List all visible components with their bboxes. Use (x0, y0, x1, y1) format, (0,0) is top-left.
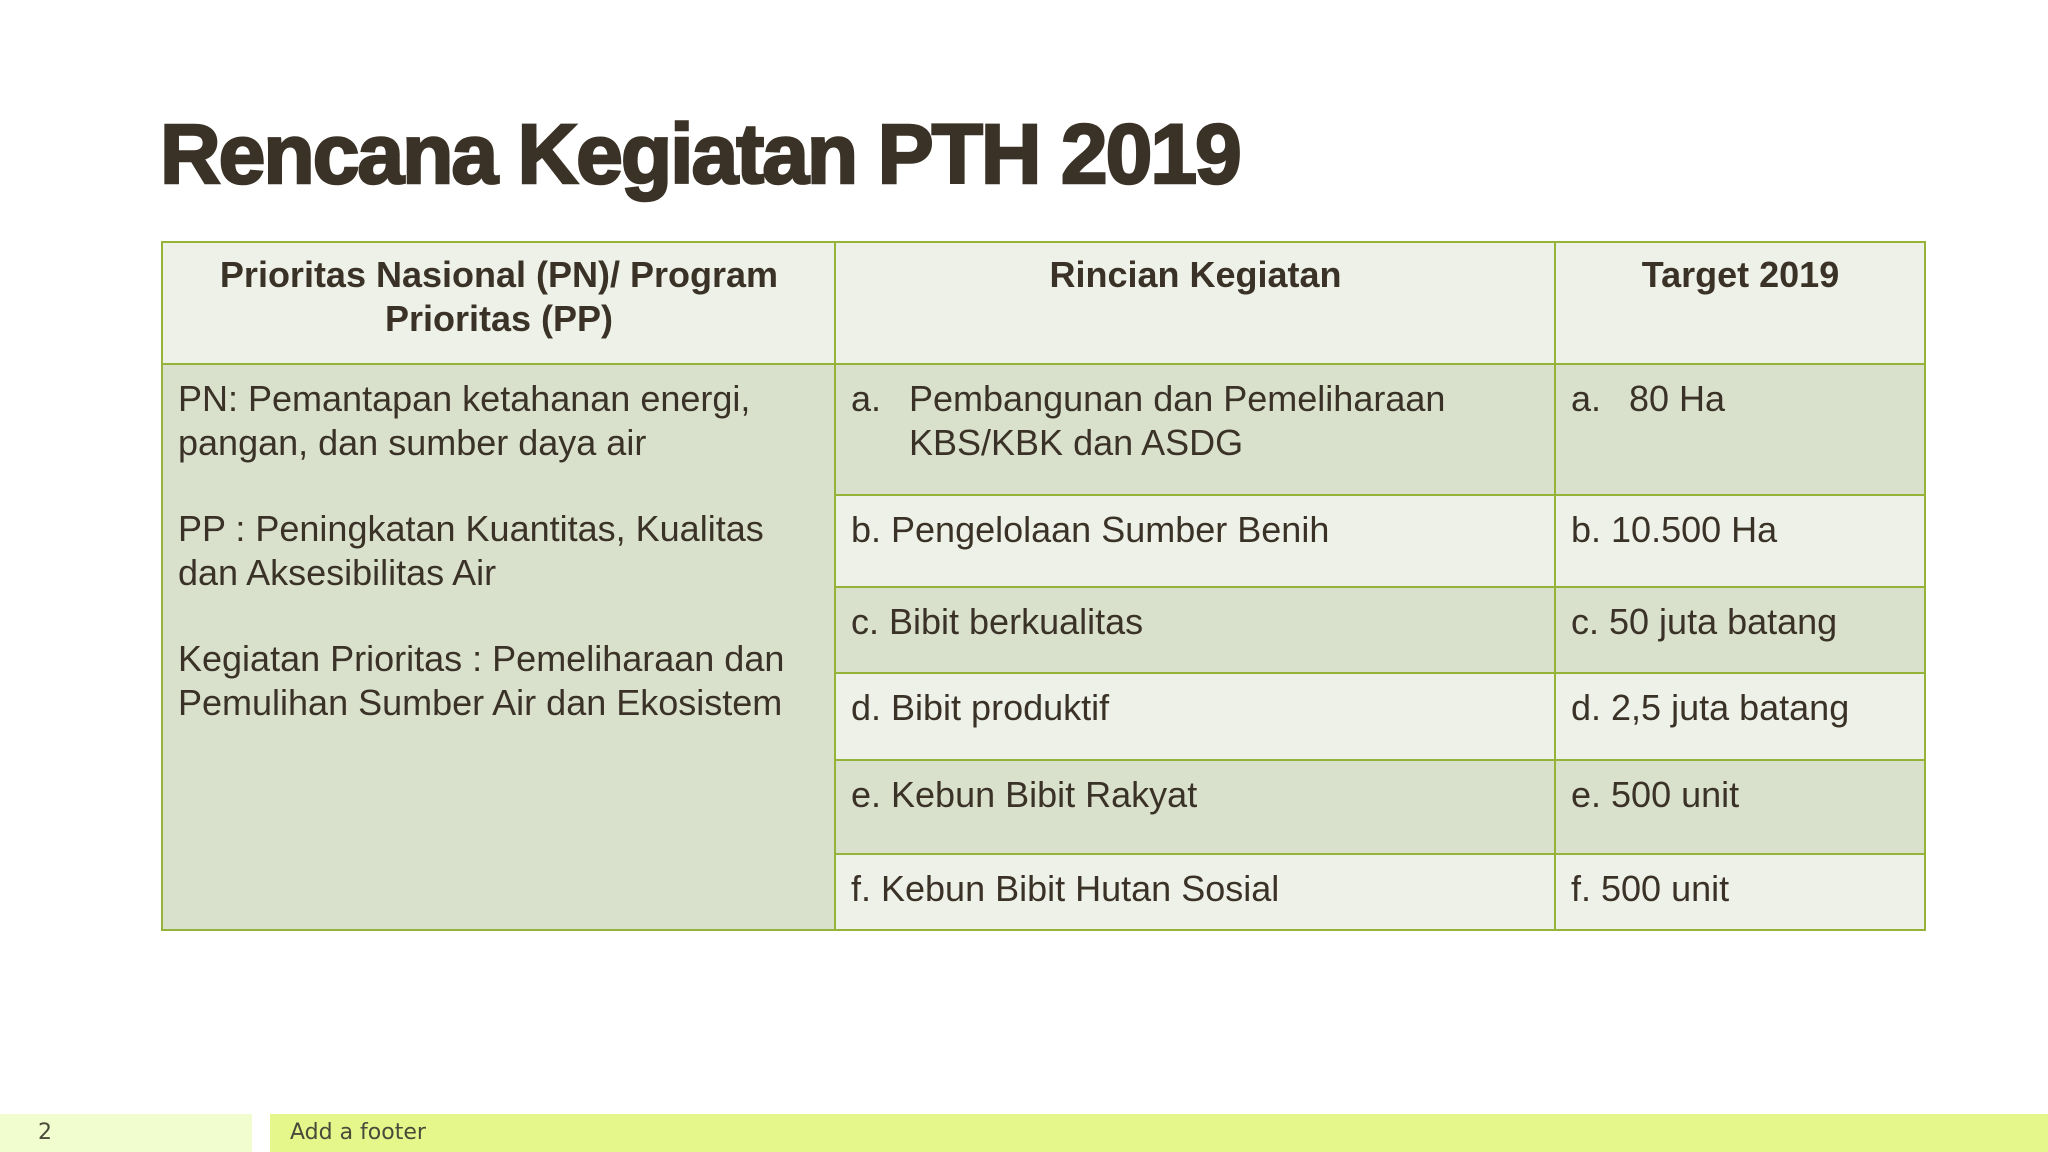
target-cell[interactable]: c. 50 juta batang (1555, 587, 1925, 673)
slide-title[interactable]: Rencana Kegiatan PTH 2019 (160, 107, 1240, 201)
activity-cell[interactable]: b. Pengelolaan Sumber Benih (835, 495, 1555, 587)
activity-cell[interactable]: c. Bibit berkualitas (835, 587, 1555, 673)
slide-number-box[interactable] (0, 1114, 252, 1152)
target-cell[interactable]: b. 10.500 Ha (1555, 495, 1925, 587)
activity-label: a. (851, 378, 882, 419)
slide-number: 2 (38, 1120, 52, 1145)
activity-text: Pembangunan dan Pemeliharaan KBS/KBK dan ASDG (909, 378, 1446, 463)
activity-cell[interactable]: f. Kebun Bibit Hutan Sosial (835, 854, 1555, 930)
target-label: a. (1571, 378, 1602, 419)
target-cell[interactable]: e. 500 unit (1555, 760, 1925, 854)
priority-kp-text: Kegiatan Prioritas : Pemeliharaan dan Pemulihan Sumber Air dan Ekosistem (178, 638, 785, 723)
table-row (162, 364, 1925, 495)
footer-bar (0, 1114, 2048, 1152)
priority-cell[interactable] (162, 364, 835, 930)
header-target[interactable]: Target 2019 (1555, 242, 1925, 364)
activity-cell[interactable]: d. Bibit produktif (835, 673, 1555, 760)
priority-pp-text: PP : Peningkatan Kuantitas, Kualitas dan Aksesibilitas Air (178, 508, 764, 593)
activity-cell[interactable] (835, 364, 1555, 495)
target-text: 80 Ha (1629, 378, 1726, 419)
target-cell[interactable] (1555, 364, 1925, 495)
footer-placeholder-box[interactable] (270, 1114, 2048, 1152)
header-activity[interactable]: Rincian Kegiatan (835, 242, 1555, 364)
table-header-row (162, 242, 1925, 364)
target-cell[interactable]: d. 2,5 juta batang (1555, 673, 1925, 760)
activity-cell[interactable]: e. Kebun Bibit Rakyat (835, 760, 1555, 854)
activity-plan-table (161, 241, 1926, 931)
target-cell[interactable]: f. 500 unit (1555, 854, 1925, 930)
header-priority[interactable]: Prioritas Nasional (PN)/ Program Prioritas (PP) (162, 242, 835, 364)
priority-pn-text: PN: Pemantapan ketahanan energi, pangan, dan sumber daya air (178, 378, 751, 463)
footer-placeholder-text: Add a footer (290, 1120, 426, 1145)
